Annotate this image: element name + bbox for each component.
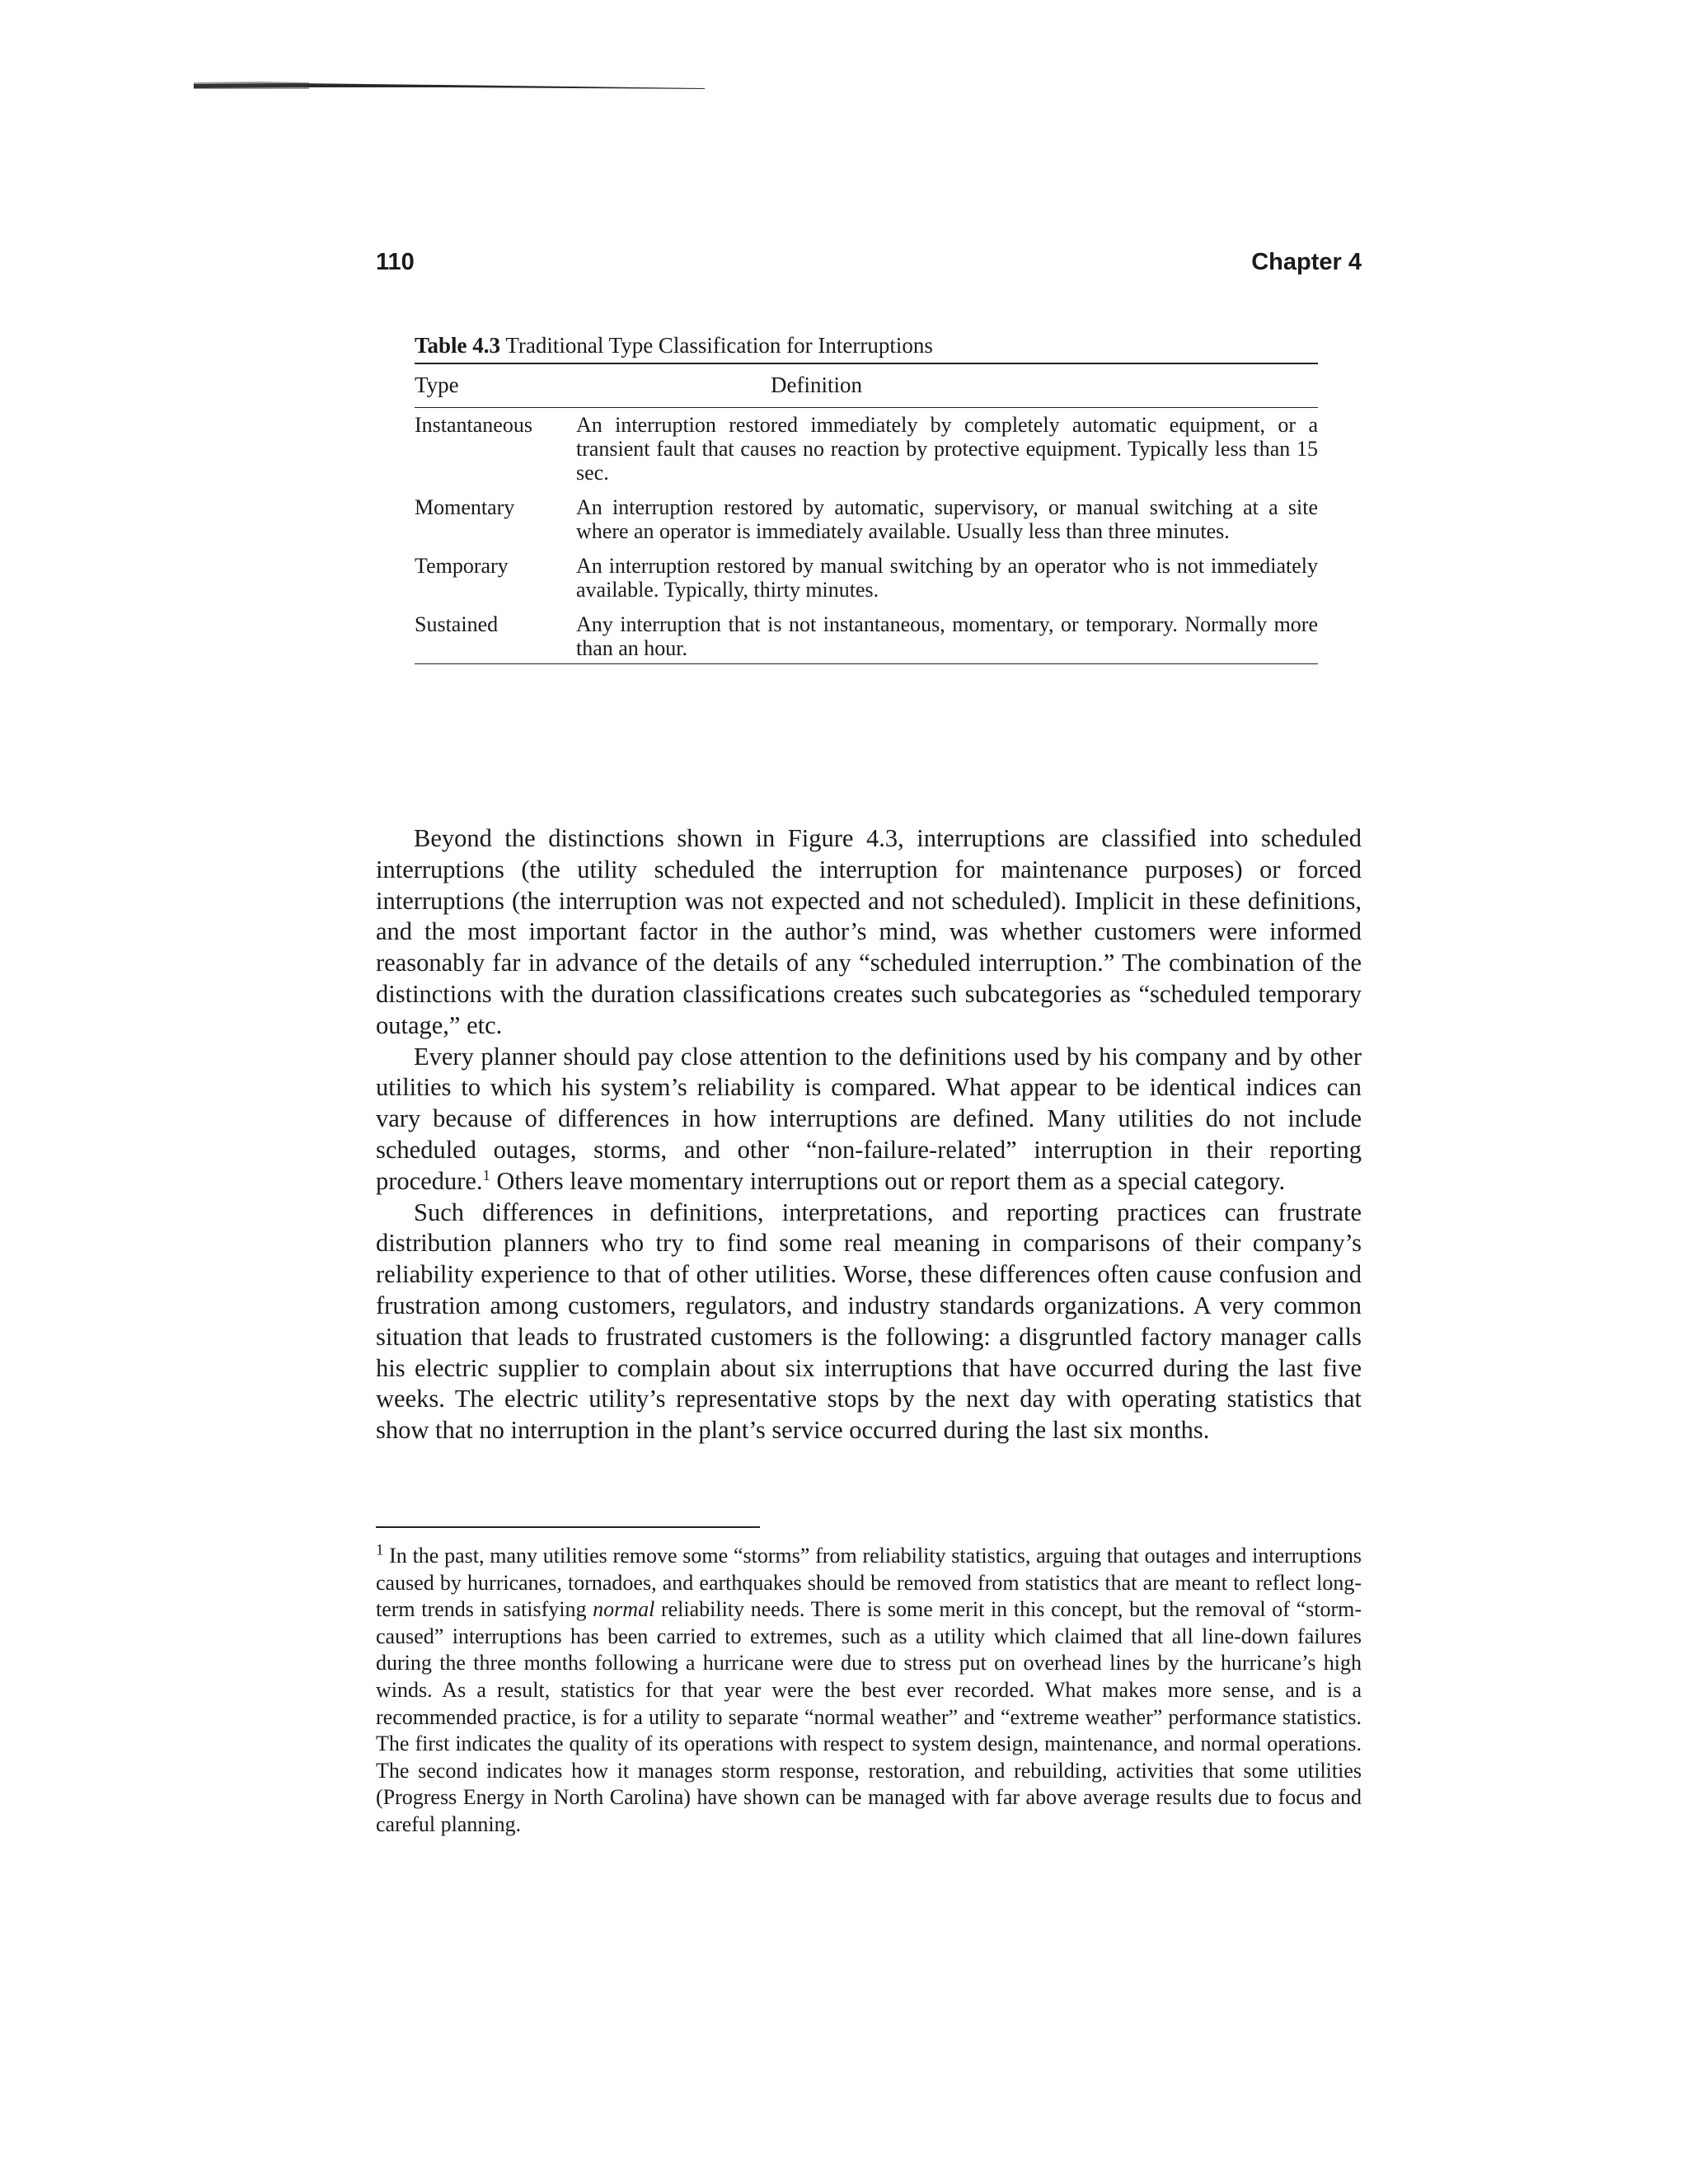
paragraph-text: Every planner should pay close attention to the definitions used by his company and by other utilities to which his system’s reliability is compared. What appear to be identical indices can vary because of differences in how interruptions are defined. Many utilities do not include scheduled outages, storms, and other “non-failure-related” interruption in their reporting procedure.	[376, 1042, 1362, 1195]
row-type: Sustained	[415, 612, 499, 636]
table-column-headers	[415, 364, 1318, 407]
footnote-separator	[376, 1526, 760, 1528]
footnote-mark: 1	[376, 1541, 384, 1559]
table-caption	[415, 331, 1318, 363]
column-header-type: Type	[415, 373, 459, 397]
row-definition: An interruption restored by manual switching by an operator who is not immediately available. Typically, thirty minutes.	[576, 554, 1318, 602]
body-text	[376, 823, 1362, 1446]
footnote-reference: 1	[482, 1166, 490, 1183]
table-bottom-rule	[415, 663, 1318, 664]
row-type: Instantaneous	[415, 413, 532, 437]
body-paragraph	[376, 1042, 1362, 1197]
footnote-emphasis: normal	[593, 1597, 655, 1622]
row-definition: Any interruption that is not instantaneous, momentary, or temporary. Normally more than an hour.	[576, 612, 1318, 660]
footnote	[376, 1543, 1362, 1839]
body-paragraph: Such differences in definitions, interpretations, and reporting practices can frustrate distribution planners who try to find some real meaning in comparisons of their company’s reliability experience to that of other utilities. Worse, these differences often cause confusion and frustration among customers, regulators, and industry standards organizations. A very common situation that leads to frustrated customers is the following: a disgruntled factory manager calls his electric supplier to complain about six interruptions that have occurred during the last five weeks. The electric utility’s representative stops by the next day with operating statistics that show that no interruption in the plant’s service occurred during the last six months.	[376, 1197, 1362, 1445]
chapter-label: Chapter 4	[1251, 249, 1362, 275]
row-type: Temporary	[415, 554, 509, 578]
table-row	[415, 495, 1318, 543]
table-body	[415, 408, 1318, 660]
body-paragraph: Beyond the distinctions shown in Figure 4.3, interruptions are classified into scheduled interruptions (the utility scheduled the interruption for maintenance purposes) or forced interruptions (the interruption was not expected and not scheduled). Implicit in these definitions, and the most important factor in the author’s mind, was whether customers were informed reasonably far in advance of the details of any “scheduled interruption.” The combination of the distinctions with the duration classifications creates such subcategories as “scheduled temporary outage,” etc.	[376, 824, 1362, 1039]
row-definition: An interruption restored by automatic, supervisory, or manual switching at a site where an operator is immediately available. Usually less than three minutes.	[576, 495, 1318, 543]
scan-artifact-bar	[194, 81, 705, 92]
footnote-text: reliability needs. There is some merit in this concept, but the removal of “storm-caused” interruptions has been carried to extremes, such as a utility which claimed that all line-down failures during the three months following a hurricane were due to stress put on overhead lines by the hurricane’s high winds. As a result, statistics for that year were the best ever recorded. What makes more sense, and is a recommended practice, is for a utility to separate “normal weather” and “extreme weather” performance statistics. The first indicates the quality of its operations with respect to system design, maintenance, and normal operations. The second indicates how it manages storm response, restoration, and rebuilding, activities that some utilities (Progress Energy in North Carolina) have shown can be managed with far above average results due to focus and careful planning.	[376, 1597, 1362, 1836]
page-header	[376, 249, 1362, 282]
footnote-text: In the past, many utilities remove some “storms” from reliability statistics, arguing that outages and interruptions caused by hurricanes, tornadoes, and earthquakes should be removed from statistics that are meant to reflect long-term trends in satisfying	[376, 1544, 1362, 1622]
column-header-definition: Definition	[771, 373, 862, 397]
table-row	[415, 554, 1318, 602]
page-number: 110	[376, 249, 415, 275]
row-type: Momentary	[415, 495, 515, 519]
table-caption-label: Table 4.3	[415, 333, 501, 358]
table-row	[415, 413, 1318, 485]
table-row	[415, 612, 1318, 660]
table-caption-text: Traditional Type Classification for Interruptions	[505, 333, 933, 358]
paragraph-text: Others leave momentary interruptions out or report them as a special category.	[490, 1166, 1286, 1195]
classification-table	[415, 331, 1318, 664]
row-definition: An interruption restored immediately by completely automatic equipment, or a transient fault that causes no reaction by protective equipment. Typically less than 15 sec.	[576, 413, 1318, 485]
